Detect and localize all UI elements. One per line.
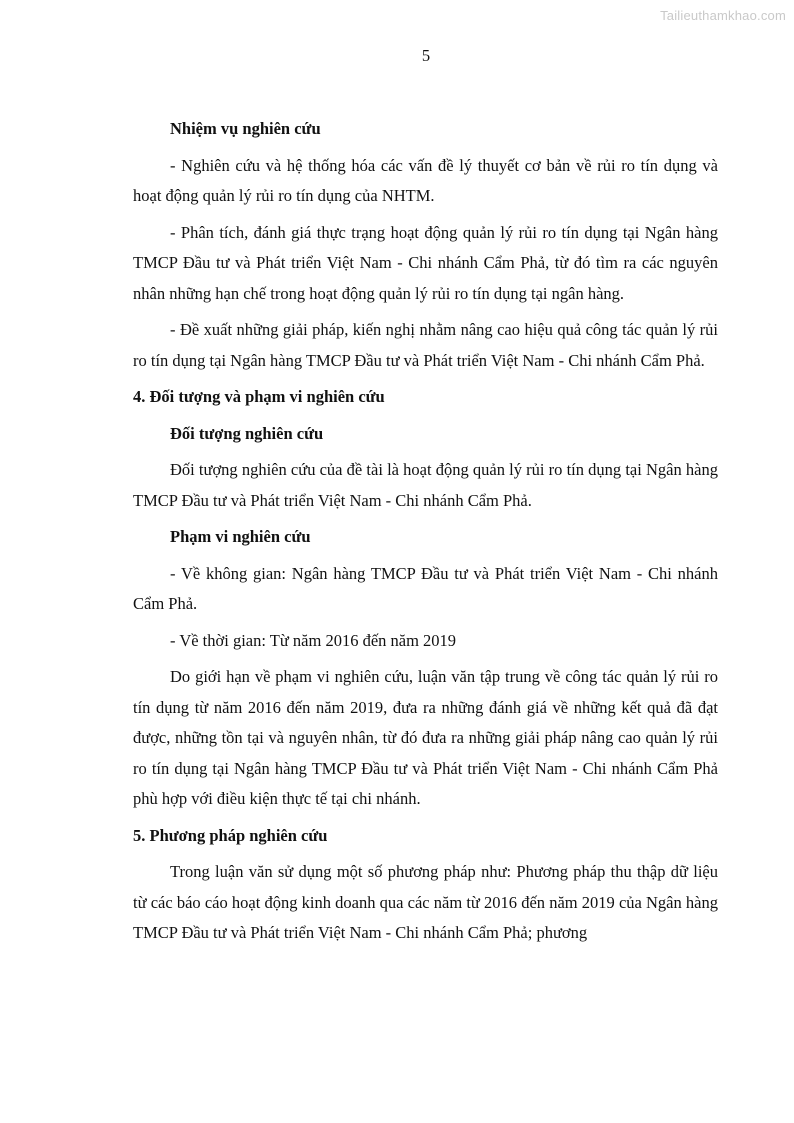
subheading-research-object: Đối tượng nghiên cứu	[170, 423, 324, 443]
paragraph-scope-space: - Về không gian: Ngân hàng TMCP Đầu tư và Phát triển Việt Nam - Chi nhánh Cẩm Phả.	[133, 563, 718, 613]
paragraph-scope-limit: Do giới hạn về phạm vi nghiên cứu, luận văn tập trung về công tác quản lý rủi ro tín dụng từ năm 2016 đến năm 2019, đưa ra những đánh giá về những kết quả đã đạt được, những tồn tại và nguyên nhân, từ đó đưa ra những giải pháp nâng cao quản lý rủi ro tín dụng tại Ngân hàng TMCP Đầu tư và Phát triển Việt Nam - Chi nhánh Cẩm Phả phù hợp với điều kiện thực tế tại chi nhánh.	[133, 667, 718, 808]
paragraph-task-2: - Phân tích, đánh giá thực trạng hoạt động quản lý rủi ro tín dụng tại Ngân hàng TMCP Đầu tư và Phát triển Việt Nam - Chi nhánh Cẩm Phả, từ đó tìm ra các nguyên nhân những hạn chế trong hoạt động quản lý rủi ro tín dụng tại ngân hàng.	[133, 222, 718, 303]
heading-section-4: 4. Đối tượng và phạm vi nghiên cứu	[133, 387, 385, 406]
subheading-research-scope: Phạm vi nghiên cứu	[170, 527, 311, 546]
heading-section-5: 5. Phương pháp nghiên cứu	[133, 825, 328, 845]
paragraph-scope-time: - Về thời gian: Từ năm 2016 đến năm 2019	[170, 630, 457, 650]
paragraph-task-1: - Nghiên cứu và hệ thống hóa các vấn đề lý thuyết cơ bản về rủi ro tín dụng và hoạt động quản lý rủi ro tín dụng của NHTM.	[133, 155, 718, 205]
paragraph-methods: Trong luận văn sử dụng một số phương pháp như: Phương pháp thu thập dữ liệu từ các báo cáo hoạt động kinh doanh qua các năm từ 2016 đến năm 2019 của Ngân hàng TMCP Đầu tư và Phát triển Việt Nam - Chi nhánh Cẩm Phả; phương	[133, 862, 718, 942]
subheading-research-tasks: Nhiệm vụ nghiên cứu	[170, 119, 321, 138]
watermark-text: Tailieuthamkhao.com	[660, 8, 786, 23]
document-body	[133, 114, 718, 955]
paragraph-task-3: - Đề xuất những giải pháp, kiến nghị nhằm nâng cao hiệu quả công tác quản lý rủi ro tín dụng tại Ngân hàng TMCP Đầu tư và Phát triển Việt Nam - Chi nhánh Cẩm Phả.	[133, 320, 718, 370]
paragraph-research-object: Đối tượng nghiên cứu của đề tài là hoạt động quản lý rủi ro tín dụng tại Ngân hàng TMCP Đầu tư và Phát triển Việt Nam - Chi nhánh Cẩm Phả.	[133, 460, 718, 510]
page-number: 5	[421, 46, 431, 65]
